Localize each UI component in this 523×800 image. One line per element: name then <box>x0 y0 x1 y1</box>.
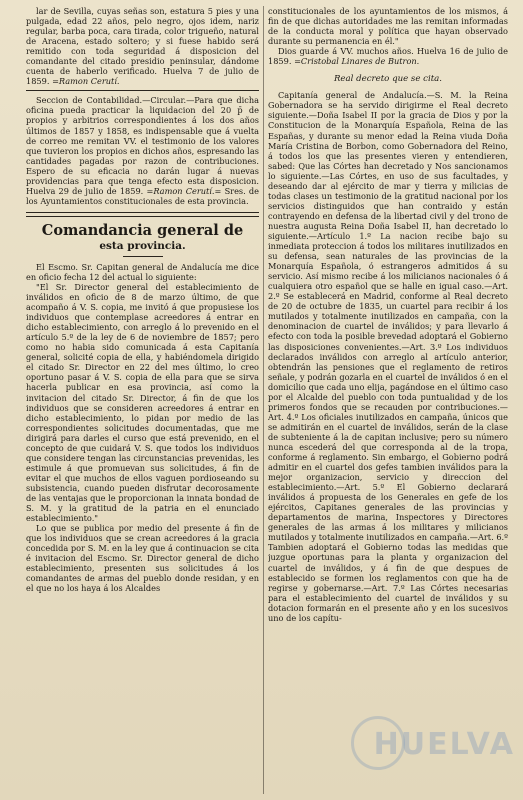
right-column <box>268 6 508 794</box>
heading-line-1: Comandancia general de <box>41 221 244 239</box>
heading-line-2: esta provincia. <box>99 239 186 252</box>
accounting-circular-addressees: Sres. de los Ayuntamientos constitucionales de esta provincia. <box>26 185 259 206</box>
fugitive-notice-signature: =Ramon Cerutí. <box>52 76 120 87</box>
short-rule <box>123 256 163 257</box>
continued-paragraph: constitucionales de los ayuntamientos de los mismos, á fin de que dichas autoridades me las remitan informadas de la conducta moral y política que hayan observado durante su permanencia en él." <box>268 6 508 47</box>
fugitive-notice-text: lar de Sevilla, cuyas señas son, estatura 5 pies y una pulgada, edad 22 años, pelo negro, ojos idem, nariz regular, barba poca, cara tirada, color trigueño, natural de Aracena, estado soltero; y si fuese habido será remitido con toda seguridad á disposicion del comandante del citado presidio peninsular, dándome cuenta de haberlo verificado. Huelva 7 de julio de 1859. <box>26 6 259 87</box>
double-rule <box>26 212 259 217</box>
fugitive-notice <box>26 6 259 86</box>
publication-notice: Lo que se publica por medio del presente á fin de que los individuos que se crean acreedores á la gracia concedida por S. M. en la ley que á continuacion se cita é invitacion del Escmo. Sr. Director general de dicho establecimiento, presenten sus solicitudes á los comandantes de armas del pueblo donde residan, y en el que no los haya á los Alcaldes <box>26 523 259 594</box>
section-heading <box>26 222 259 253</box>
closing-line-text: Dios guarde á VV. muchos años. Huelva 16 de julio de 1859. <box>268 46 508 67</box>
decree-heading: Real decreto que se cita. <box>333 74 443 85</box>
column-divider <box>263 6 264 794</box>
left-column <box>26 6 259 794</box>
watermark-logo: HUELVA <box>373 727 515 762</box>
accounting-circular-text: Seccion de Contabilidad.—Circular.—Para que dicha oficina pueda practicar la liquidacion del 20 p̄ de propios y arbitrios correspondientes á los dos años últimos de 1857 y 1858, es indispensable que á vuelta de correo me remitan VV. el testimonio de los valores que tuvieron los propios en dichos años, espresando las cantidades pagadas por razon de contribuciones. Espero de su eficacia no darán lugar á nuevas providencias para que tenga efecto esta disposicion. Huelva 29 de julio de 1859. <box>26 95 259 196</box>
closing-line-signature: =Cristobal Linares de Butron. <box>294 56 420 67</box>
accounting-circular <box>26 95 259 206</box>
section-rule <box>26 90 259 91</box>
accounting-circular-signature: =Ramon Cerutí.= <box>146 185 222 196</box>
royal-decree: Capitanía general de Andalucía.—S. M. la Reina Gobernadora se ha servido dirigirme el Real decreto siguiente.—Doña Isabel II por la gracia de Dios y por la Constitucion de la Monarquía Española, Reina de las Españas, y durante su menor edad la Reina viuda Doña María Cristina de Borbon, como Gobernadora del Reino, á todos los que las presentes vieren y entendieren, sabed: Que las Córtes han decretado y Nos sancionamos lo siguiente.—Las Córtes, en uso de sus facultades, y deseando dar al ejército de mar y tierra y milicias de todas clases un testimonio de la gratitud nacional por los servicios distinguidos que han contraido y están contrayendo en defensa de la libertad civil y del trono de nuestra augusta Reina Doña Isabel II, han decretado lo siguiente.—Artículo 1.º La nacion recibe bajo su inmediata proteccion á todos los militares inutilizados en su defensa, sean naturales de las provincias de la Monarquía Española, ó estrangeros admitidos á su servicio. Así mismo recibe á los milicianos nacionales ó á cualquiera otro español que se halle en igual caso.—Art. 2.º Se establecerá en Madrid, conforme al Real decreto de 20 de octubre de 1835, un cuartel para recibir á los mutilados y totalmente inutilizados en campaña, con la denominacion de cuartel de inválidos; y para llevarlo á efecto con toda la posible brevedad adoptará el Gobierno las disposiciones convenientes.—Art. 3.º Los individuos declarados inválidos con arreglo al artículo anterior, obtendrán las pensiones que el reglamento de retiros señale, y podrán gozarla en el cuartel de inválidos ó en el domicilio que cada uno elija, pagándose en el último caso por el Alcalde del pueblo con toda puntualidad y de los primeros fondos que se recauden por contribuciones.—Art. 4.º Los oficiales inutilizados en campaña, únicos que se admitirán en el cuartel de inválidos, serán de la clase de subteniente á la de capitan inclusive; pero su número nunca escederá del que corresponda al de la tropa, conforme á reglamento. Sin embargo, el Gobierno podrá admitir en el cuartel dos gefes tambien inválidos para la mejor organizacion, servicio y direccion del establecimiento.—Art. 5.º El Gobierno declarará inválidos á propuesta de los Generales en gefe de los ejércitos, Capitanes generales de las provincias y departamentos de marina, Inspectores y Directores generales de las armas á los militares y milicianos mutilados y totalmente inutilizados en campaña.—Art. 6.º Tambien adoptará el Gobierno todas las medidas que juzgue oportunas para la planta y organizacion del cuartel de inválidos, y á fin de que despues de establecido se formen los reglamentos con que ha de regirse y gobernarse.—Art. 7.º Las Córtes necesarias para el establecimiento del cuartel de inválidos y su dotacion formarán en el presente año y en los sucesivos uno de los capítu- <box>268 90 508 623</box>
captain-general-intro: El Escmo. Sr. Capitan general de Andalucía me dice en oficio fecha 12 del actual lo siguiente: <box>26 261 259 282</box>
director-quote: "El Sr. Director general del establecimiento de inválidos en oficio de 8 de marzo último, de que acompaño á V. S. copia, me invitó á que propusiese los individuos que contemplase acreedores á entrar en dicho establecimiento, con arreglo á lo prevenido en el artículo 5.º de la ley de 6 de noviembre de 1857; pero como no habia sido comunicada á esta Capitanía general, solicité copia de ella, y habiéndomela dirigido el citado Sr. Director en 22 del mes último, lo creo oportuno pasar á V. S. copia de ella para que se sirva hacerla publicar en esa provincia, así como la invitacion del citado Sr. Director, á fin de que los individuos que se consideren acreedores á entrar en dicho establecimiento, lo pidan por medio de las correspondientes solicitudes documentadas, que me dirigirá para darles el curso que está prevenido, en el concepto de que cuidará V. S. que todos los individuos que considere tengan las circunstancias prevenidas, les estimule á que promuevan sus solicitudes, á fin de evitar el que muchos de ellos vaguen pordioseando su subsistencia, cuando pueden disfrutar decorosamente de las ventajas que le proporcionan la innata bondad de S. M. y la gratitud de la patria en el enunciado establecimiento." <box>26 281 259 524</box>
closing-line <box>268 46 508 66</box>
